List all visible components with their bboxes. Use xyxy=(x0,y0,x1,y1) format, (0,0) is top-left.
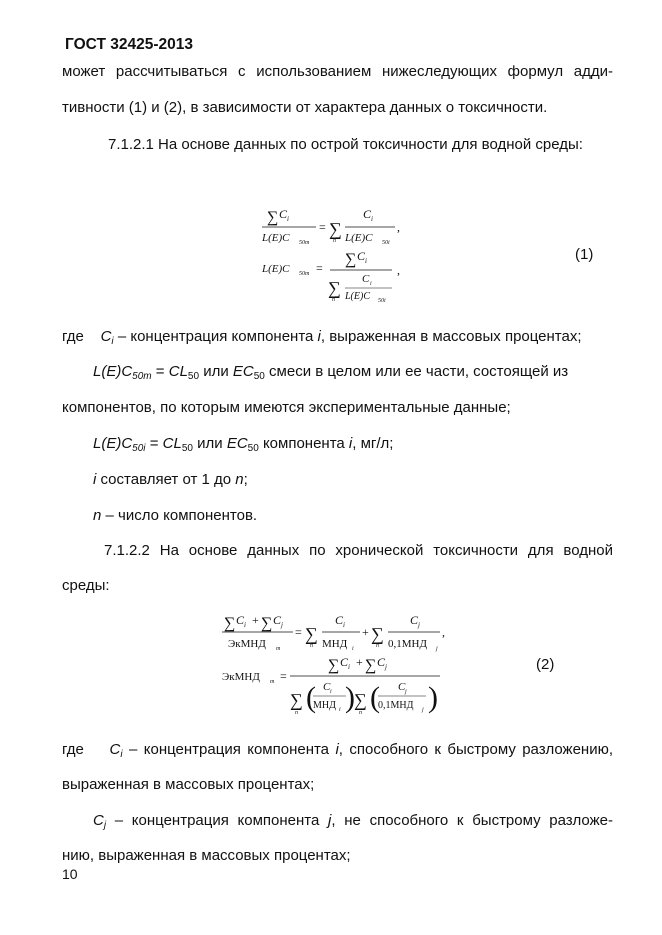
definition-cj: $C_j$ – концентрация компонента j, не способного к быстрому разложе- xyxy=(93,812,613,831)
svg-text:(: ( xyxy=(306,681,316,714)
svg-text:+: + xyxy=(252,613,259,627)
svg-text:L(E)C: L(E)C xyxy=(262,263,290,275)
svg-text:+: + xyxy=(362,625,369,639)
svg-text:C: C xyxy=(362,273,370,285)
svg-text:C: C xyxy=(273,613,282,627)
svg-text:n: n xyxy=(376,643,379,649)
svg-text:j: j xyxy=(418,621,420,629)
svg-text:i: i xyxy=(370,281,372,287)
svg-text:∑: ∑ xyxy=(290,690,303,710)
svg-text:i: i xyxy=(244,621,246,629)
svg-text:,: , xyxy=(397,220,400,234)
svg-text:i: i xyxy=(287,215,289,223)
svg-text:j: j xyxy=(422,707,424,713)
svg-text:50m: 50m xyxy=(299,240,310,246)
svg-text:m: m xyxy=(276,646,281,652)
svg-text:C: C xyxy=(335,613,344,627)
svg-text:50i: 50i xyxy=(382,240,390,246)
paragraph-line: нию, выраженная в массовых процентах; xyxy=(62,847,351,864)
svg-text:=: = xyxy=(280,669,287,683)
svg-text:∑: ∑ xyxy=(224,615,236,632)
svg-text:C: C xyxy=(340,655,349,669)
page-number: 10 xyxy=(62,866,78,882)
definition-lec50i: $L(E)C_{50i} = CL_{50}$ или $EC_{50}$ компонента i, мг/л; xyxy=(93,435,394,454)
svg-text:j: j xyxy=(405,689,407,695)
svg-text:j: j xyxy=(385,663,387,671)
svg-text:C: C xyxy=(410,613,419,627)
svg-text:+: + xyxy=(356,655,363,669)
equation-number-2: (2) xyxy=(536,656,555,673)
paragraph-line: среды: xyxy=(62,577,110,594)
svg-text:i: i xyxy=(348,663,350,671)
svg-text:∑: ∑ xyxy=(365,657,377,674)
svg-text:i: i xyxy=(371,215,373,223)
svg-text:,: , xyxy=(442,625,445,639)
equation-number-1: (1) xyxy=(575,246,594,263)
svg-text:n: n xyxy=(332,297,335,303)
paragraph-line: тивности (1) и (2), в зависимости от характера данных о токсичности. xyxy=(62,99,548,116)
svg-text:n: n xyxy=(310,643,313,649)
svg-text:i: i xyxy=(330,689,332,695)
sum-symbol: ∑ xyxy=(329,219,342,239)
formula-2 xyxy=(218,606,458,728)
svg-text:∑: ∑ xyxy=(371,624,384,644)
definition-i: i составляет от 1 до n; xyxy=(93,471,248,488)
svg-text:ЭкМНД: ЭкМНД xyxy=(222,671,260,683)
svg-text:∑: ∑ xyxy=(328,278,341,298)
svg-text:i: i xyxy=(365,257,367,265)
paragraph-line: выраженная в массовых процентах; xyxy=(62,776,315,793)
svg-text:L(E)C: L(E)C xyxy=(345,232,373,244)
ci-symbol: C xyxy=(279,207,288,221)
definition-ci-2: где $C_i$ – концентрация компонента i, способного к быстрому разложению, xyxy=(62,741,613,760)
svg-text:∑: ∑ xyxy=(328,657,340,674)
svg-text:i: i xyxy=(339,707,341,713)
svg-text:m: m xyxy=(270,679,275,685)
document-header: ГОСТ 32425-2013 xyxy=(65,36,193,53)
svg-text:МНД: МНД xyxy=(322,638,348,650)
paragraph-line: компонентов, по которым имеются экспериментальные данные; xyxy=(62,399,511,416)
section-heading-7-1-2-2: 7.1.2.2 На основе данных по хронической токсичности для водной xyxy=(104,542,613,559)
svg-text:): ) xyxy=(428,681,438,714)
svg-text:∑: ∑ xyxy=(345,251,357,268)
definition-lec50m: $L(E)C_{50m} = CL_{50}$ или $EC_{50}$ смеси в целом или ее части, состоящей из xyxy=(93,363,569,382)
svg-text:j: j xyxy=(436,646,438,652)
svg-text:i: i xyxy=(352,646,354,652)
svg-text:C: C xyxy=(323,681,331,693)
svg-text:C: C xyxy=(236,613,245,627)
svg-text:∑: ∑ xyxy=(261,615,273,632)
section-heading-7-1-2-1: 7.1.2.1 На основе данных по острой токсичности для водной среды: xyxy=(108,136,583,153)
svg-text:(: ( xyxy=(370,681,380,714)
paragraph-line: может рассчитываться с использованием нижеследующих формул адди- xyxy=(62,63,613,80)
svg-text:∑: ∑ xyxy=(305,624,318,644)
svg-text:C: C xyxy=(363,207,372,221)
svg-text:L(E)C: L(E)C xyxy=(345,291,370,302)
svg-text:,: , xyxy=(397,263,400,277)
svg-text:i: i xyxy=(343,621,345,629)
svg-text:L(E)C: L(E)C xyxy=(262,232,290,244)
svg-text:n: n xyxy=(295,710,298,716)
svg-text:n: n xyxy=(333,238,336,244)
svg-text:50i: 50i xyxy=(378,298,386,304)
svg-text:МНД: МНД xyxy=(313,700,336,711)
svg-text:C: C xyxy=(357,249,366,263)
svg-text:∑: ∑ xyxy=(354,690,367,710)
svg-text:ЭкМНД: ЭкМНД xyxy=(228,638,266,650)
svg-text:0,1МНД: 0,1МНД xyxy=(378,700,414,711)
svg-text:j: j xyxy=(281,621,283,629)
sum-symbol: ∑ xyxy=(267,209,279,226)
svg-text:50m: 50m xyxy=(299,271,310,277)
svg-text:=: = xyxy=(319,220,326,234)
svg-text:n: n xyxy=(359,710,362,716)
svg-text:=: = xyxy=(295,625,302,639)
svg-text:): ) xyxy=(345,681,355,714)
svg-text:C: C xyxy=(398,681,406,693)
svg-text:C: C xyxy=(377,655,386,669)
definition-n: n – число компонентов. xyxy=(93,507,258,524)
definition-ci: где $C_i$ – концентрация компонента i, выраженная в массовых процентах; xyxy=(62,328,582,347)
svg-text:0,1МНД: 0,1МНД xyxy=(388,638,427,650)
svg-text:=: = xyxy=(316,261,323,275)
formula-1 xyxy=(250,200,420,310)
